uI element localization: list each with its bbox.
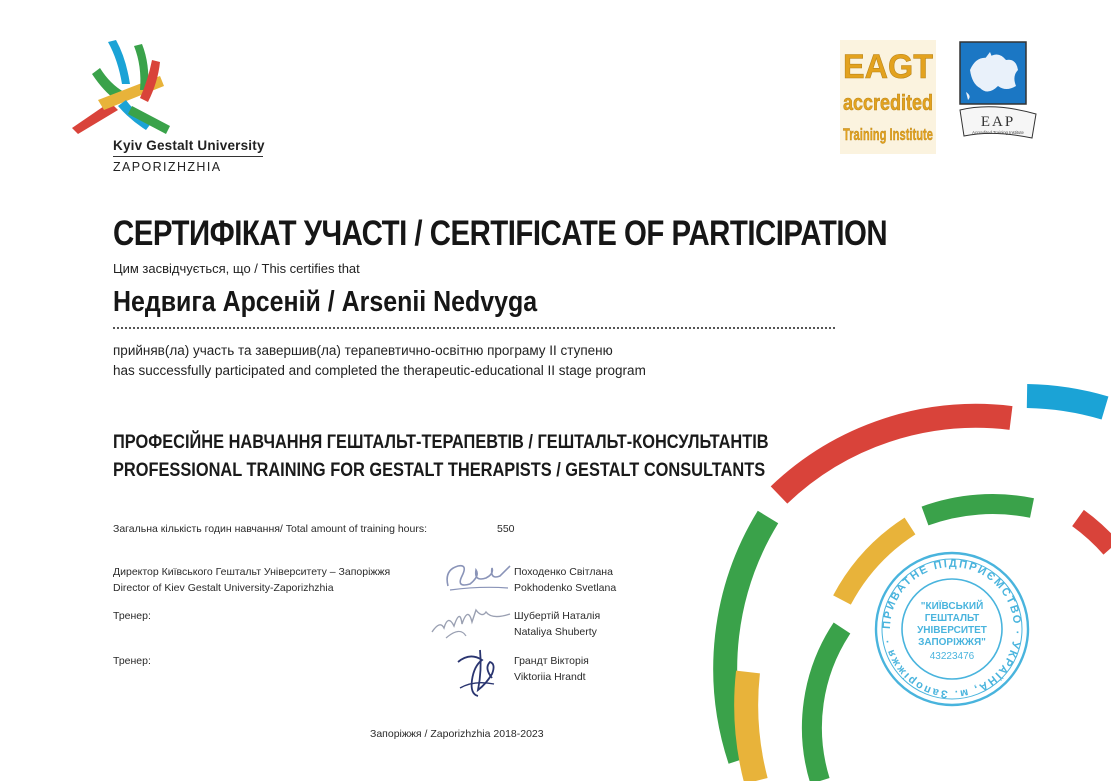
director-signature (440, 556, 514, 600)
name-underline (113, 327, 835, 329)
institution-stamp (872, 549, 1032, 709)
training-hours-label: Загальна кількість годин навчання/ Total amount of training hours: (113, 523, 428, 535)
program-description-en: has successfully participated and completed the therapeutic-educational II stage program (113, 363, 646, 378)
course-title-ua: ПРОФЕСІЙНЕ НАВЧАННЯ ГЕШТАЛЬТ-ТЕРАПЕВТІВ / ГЕШТАЛЬТ-КОНСУЛЬТАНТІВ (113, 431, 769, 453)
program-description-ua: прийняв(ла) участь та завершив(ла) терапевтично-освітню програму ІІ ступеню (113, 343, 613, 358)
trainer1-name-ua: Шубертій Наталія (514, 610, 601, 622)
logo-divider (113, 156, 263, 157)
director-role-ua: Директор Київського Гештальт Університету – Запоріжжя (113, 566, 391, 578)
eap-badge (958, 40, 1038, 144)
university-city: ZAPORIZHZHIA (113, 160, 222, 174)
trainer2-signature (452, 644, 502, 700)
stamp-ring-text: ПРИВАТНЕ ПІДПРИЄМСТВО · УКРАЇНА, м. Запоріжжя · (880, 557, 1024, 701)
certifies-text: Цим засвідчується, що / This certifies that (113, 261, 360, 276)
eagt-badge-title: EAGT (843, 48, 934, 86)
footer-place-years: Запоріжжя / Zaporizhzhia 2018-2023 (370, 728, 544, 740)
stamp-line3: УНІВЕРСИТЕТ (917, 625, 987, 636)
trainer1-role: Тренер: (113, 610, 151, 622)
recipient-name: Недвига Арсеній / Arsenii Nedvyga (113, 286, 538, 318)
trainer2-role: Тренер: (113, 655, 151, 667)
eagt-badge-institute: Training Institute (843, 125, 933, 144)
stamp-line2: ГЕШТАЛЬТ (924, 613, 980, 624)
trainer1-name-en: Nataliya Shuberty (514, 626, 597, 638)
director-name-ua: Походенко Світлана (514, 566, 613, 578)
eagt-badge-accredited: accredited (843, 90, 933, 115)
course-title-en: PROFESSIONAL TRAINING FOR GESTALT THERAPISTS / GESTALT CONSULTANTS (113, 459, 766, 481)
eagt-badge (840, 40, 936, 154)
trainer1-signature (426, 598, 516, 644)
director-role-en: Director of Kiev Gestalt University-Zaporizhzhia (113, 582, 334, 594)
trainer2-name-en: Viktoriia Hrandt (514, 671, 586, 683)
kgu-logo-mark (68, 40, 178, 140)
stamp-line1: "КИЇВСЬКИЙ (920, 601, 984, 612)
eap-badge-title: EAP (980, 114, 1016, 130)
eap-badge-subtitle: Accredited Training Institute (972, 130, 1024, 135)
trainer2-name-ua: Грандт Вікторія (514, 655, 589, 667)
training-hours-value: 550 (497, 523, 515, 535)
stamp-line4: ЗАПОРІЖЖЯ" (918, 637, 986, 648)
stamp-code: 43223476 (929, 651, 975, 662)
director-name-en: Pokhodenko Svetlana (514, 582, 617, 594)
university-name: Kyiv Gestalt University (113, 138, 265, 153)
certificate-title: СЕРТИФІКАТ УЧАСТІ / CERTIFICATE OF PARTICIPATION (113, 214, 888, 253)
